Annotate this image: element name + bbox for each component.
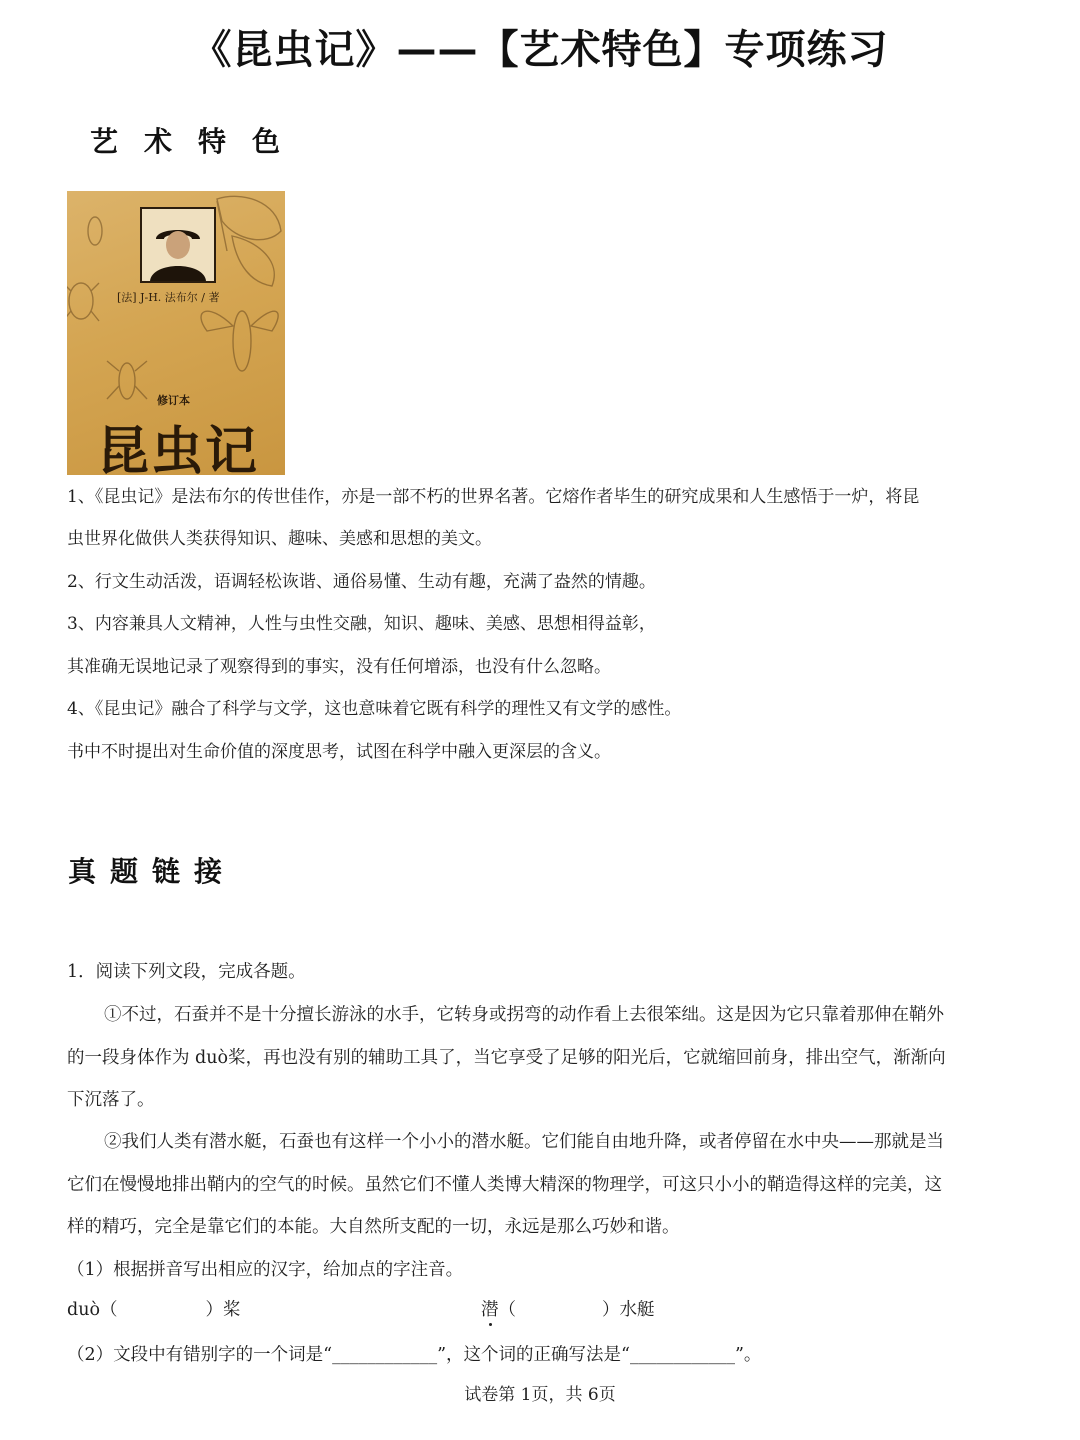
- art-point-line: 1、《昆虫记》是法布尔的传世佳作，亦是一部不朽的世界名著。它熔作者毕生的研究成果和人生感悟于一炉，将昆: [67, 487, 920, 507]
- cover-author: [法] J-H. 法布尔 / 著: [117, 291, 220, 304]
- page-title: 《昆虫记》——【艺术特色】专项练习: [191, 27, 889, 73]
- blank-b-open: （: [498, 1300, 516, 1320]
- sub-question-2[interactable]: （2）文段中有错别字的一个词是“____________”，这个词的正确写法是“____________”。: [67, 1345, 762, 1365]
- cover-title: 昆虫记: [97, 421, 260, 475]
- blank-b-suffix: ）水艇: [602, 1300, 655, 1320]
- author-portrait: [140, 207, 216, 283]
- book-cover-image: [67, 191, 285, 475]
- section-heading-real: 真题链接: [68, 855, 237, 888]
- passage-line: 的一段身体作为 duò桨，再也没有别的辅助工具了，当它享受了足够的阳光后，它就缩回前身，排出空气，渐渐向: [67, 1048, 946, 1068]
- blank-b[interactable]: [481, 1296, 655, 1321]
- art-point-line: 3、内容兼具人文精神，人性与虫性交融，知识、趣味、美感、思想相得益彰，: [67, 614, 656, 634]
- art-point-line: 2、行文生动活泼，语调轻松诙谐、通俗易懂、生动有趣，充满了盎然的情趣。: [67, 572, 656, 592]
- blank-a[interactable]: [67, 1296, 241, 1321]
- passage-line: 样的精巧，完全是靠它们的本能。大自然所支配的一切，永远是那么巧妙和谐。: [67, 1217, 680, 1237]
- cover-edition: 修订本: [157, 394, 190, 407]
- dotted-char: 潜: [481, 1300, 499, 1320]
- passage-line: ①不过，石蚕并不是十分擅长游泳的水手，它转身或拐弯的动作看上去很笨绌。这是因为它只靠着那伸在鞘外: [104, 1005, 944, 1025]
- art-point-line: 虫世界化做供人类获得知识、趣味、美感和思想的美文。: [67, 529, 492, 549]
- page-footer: 试卷第 1页，共 6页: [464, 1385, 616, 1405]
- question-intro: 1．阅读下列文段，完成各题。: [67, 962, 306, 982]
- passage-line: ②我们人类有潜水艇，石蚕也有这样一个小小的潜水艇。它们能自由地升降，或者停留在水中央——那就是当: [104, 1132, 944, 1152]
- art-point-line: 4、《昆虫记》融合了科学与文学，这也意味着它既有科学的理性又有文学的感性。: [67, 699, 682, 719]
- art-point-line: 书中不时提出对生命价值的深度思考，试图在科学中融入更深层的含义。: [67, 742, 611, 762]
- blank-a-prefix: duò（: [67, 1300, 118, 1320]
- blank-a-suffix: ）桨: [205, 1300, 241, 1320]
- art-point-line: 其准确无误地记录了观察得到的事实，没有任何增添，也没有什么忽略。: [67, 657, 611, 677]
- passage-line: 下沉落了。: [67, 1090, 155, 1110]
- section-heading-art: 艺术特色: [90, 125, 307, 158]
- sub-question-1: （1）根据拼音写出相应的汉字，给加点的字注音。: [67, 1260, 464, 1280]
- passage-line: 它们在慢慢地排出鞘内的空气的时候。虽然它们不懂人类博大精深的物理学，可这只小小的鞘造得这样的完美，这: [67, 1175, 942, 1195]
